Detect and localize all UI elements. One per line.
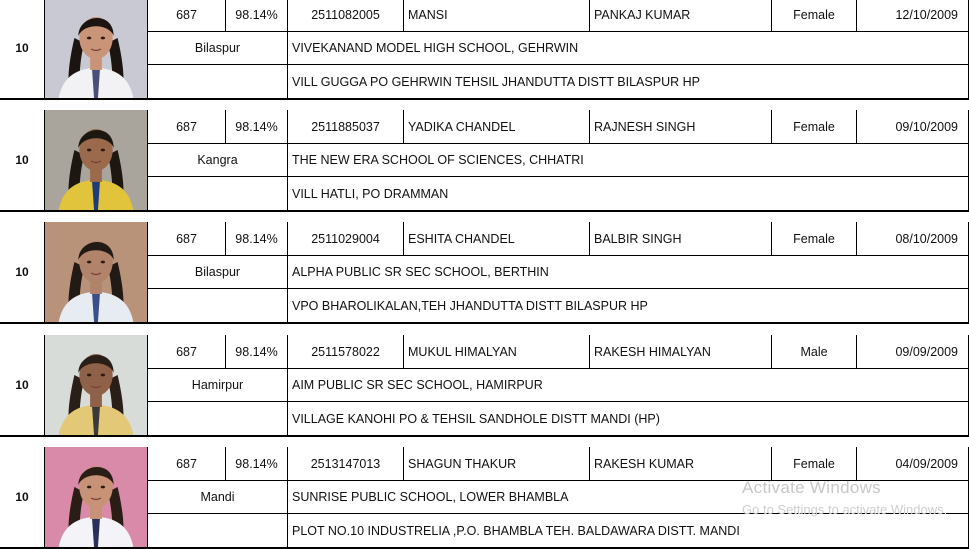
rank-cell: 10 <box>15 265 29 279</box>
gender-cell: Female <box>772 110 857 144</box>
percentage-cell: 98.14% <box>226 0 288 32</box>
address-cell: VILL GUGGA PO GEHRWIN TEHSIL JHANDUTTA DISTT BILASPUR HP <box>288 65 969 98</box>
blank-cell <box>148 65 288 98</box>
rank-cell: 10 <box>15 41 29 55</box>
district-cell: Bilaspur <box>148 256 288 289</box>
percentage-cell: 98.14% <box>226 447 288 481</box>
dob-cell: 09/10/2009 <box>857 110 969 144</box>
student-name-cell: ESHITA CHANDEL <box>404 222 590 256</box>
blank-cell <box>148 289 288 322</box>
student-name-cell: YADIKA CHANDEL <box>404 110 590 144</box>
school-name-cell: VIVEKANAND MODEL HIGH SCHOOL, GEHRWIN <box>288 32 969 65</box>
dob-cell: 09/09/2009 <box>857 335 969 369</box>
district-cell: Hamirpur <box>148 369 288 402</box>
marks-cell: 687 <box>148 0 226 32</box>
student-photo <box>44 0 148 98</box>
roll-number-cell: 2511578022 <box>288 335 404 369</box>
activate-windows-subtitle: Go to Settings to activate Windows. <box>742 502 948 517</box>
school-name-cell: SUNRISE PUBLIC SCHOOL, LOWER BHAMBLA <box>288 481 969 514</box>
father-name-cell: RAJNESH SINGH <box>590 110 772 144</box>
school-name-cell: AIM PUBLIC SR SEC SCHOOL, HAMIRPUR <box>288 369 969 402</box>
student-record <box>0 335 969 437</box>
address-cell: PLOT NO.10 INDUSTRELIA ,P.O. BHAMBLA TEH. BALDAWARA DISTT. MANDI <box>288 514 969 547</box>
roll-number-cell: 2513147013 <box>288 447 404 481</box>
school-name-cell: ALPHA PUBLIC SR SEC SCHOOL, BERTHIN <box>288 256 969 289</box>
father-name-cell: RAKESH KUMAR <box>590 447 772 481</box>
father-name-cell: PANKAJ KUMAR <box>590 0 772 32</box>
student-record <box>0 447 969 549</box>
student-name-cell: SHAGUN THAKUR <box>404 447 590 481</box>
blank-cell <box>148 402 288 435</box>
rank-cell: 10 <box>15 490 29 504</box>
dob-cell: 08/10/2009 <box>857 222 969 256</box>
district-cell: Kangra <box>148 144 288 177</box>
blank-cell <box>148 177 288 210</box>
marks-cell: 687 <box>148 110 226 144</box>
gender-cell: Female <box>772 222 857 256</box>
marks-cell: 687 <box>148 222 226 256</box>
percentage-cell: 98.14% <box>226 222 288 256</box>
district-cell: Mandi <box>148 481 288 514</box>
student-record <box>0 0 969 100</box>
percentage-cell: 98.14% <box>226 335 288 369</box>
father-name-cell: BALBIR SINGH <box>590 222 772 256</box>
percentage-cell: 98.14% <box>226 110 288 144</box>
student-photo <box>44 447 148 547</box>
student-photo <box>44 335 148 435</box>
district-cell: Bilaspur <box>148 32 288 65</box>
student-name-cell: MUKUL HIMALYAN <box>404 335 590 369</box>
rank-cell: 10 <box>15 153 29 167</box>
address-cell: VILL HATLI, PO DRAMMAN <box>288 177 969 210</box>
gender-cell: Female <box>772 0 857 32</box>
blank-cell <box>148 514 288 547</box>
student-record <box>0 110 969 212</box>
student-photo <box>44 110 148 210</box>
roll-number-cell: 2511029004 <box>288 222 404 256</box>
address-cell: VILLAGE KANOHI PO & TEHSIL SANDHOLE DISTT MANDI (HP) <box>288 402 969 435</box>
dob-cell: 04/09/2009 <box>857 447 969 481</box>
activate-windows-title: Activate Windows <box>742 478 881 497</box>
gender-cell: Male <box>772 335 857 369</box>
address-cell: VPO BHAROLIKALAN,TEH JHANDUTTA DISTT BILASPUR HP <box>288 289 969 322</box>
school-name-cell: THE NEW ERA SCHOOL OF SCIENCES, CHHATRI <box>288 144 969 177</box>
student-photo <box>44 222 148 322</box>
rank-cell: 10 <box>15 378 29 392</box>
roll-number-cell: 2511885037 <box>288 110 404 144</box>
student-name-cell: MANSI <box>404 0 590 32</box>
student-record <box>0 222 969 324</box>
gender-cell: Female <box>772 447 857 481</box>
marks-cell: 687 <box>148 335 226 369</box>
marks-cell: 687 <box>148 447 226 481</box>
father-name-cell: RAKESH HIMALYAN <box>590 335 772 369</box>
roll-number-cell: 2511082005 <box>288 0 404 32</box>
dob-cell: 12/10/2009 <box>857 0 969 32</box>
